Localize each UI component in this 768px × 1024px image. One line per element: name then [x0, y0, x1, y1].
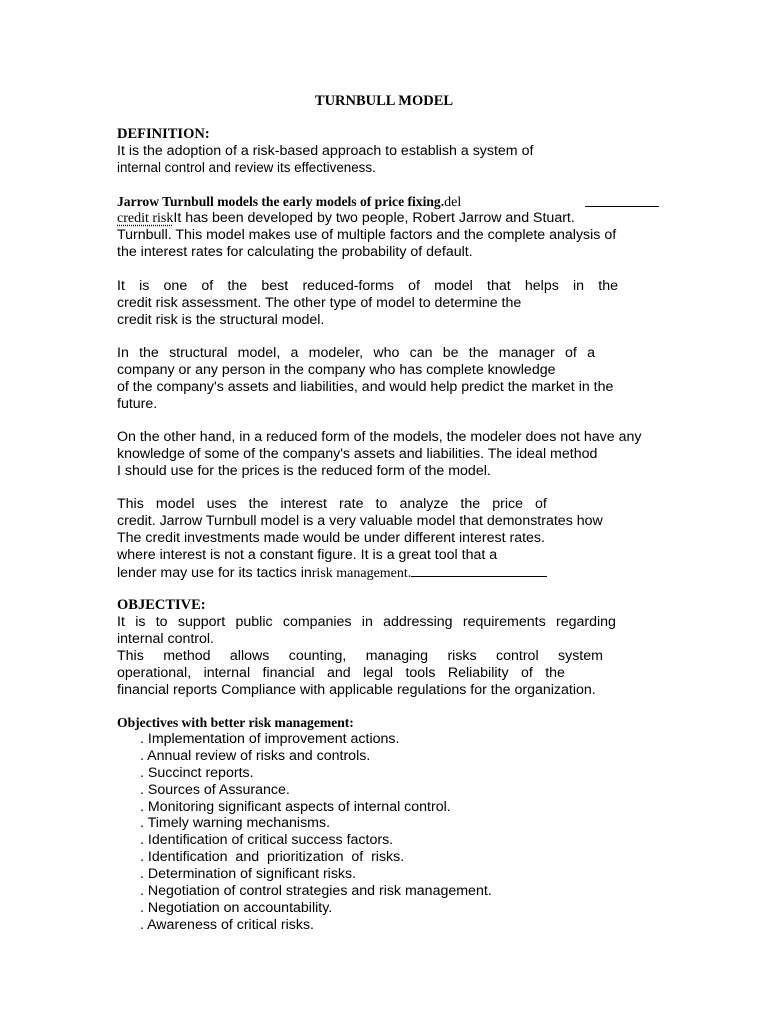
- word: model: [155, 496, 195, 512]
- word: a: [290, 345, 299, 361]
- word: companies: [282, 614, 352, 630]
- word: system: [558, 647, 603, 664]
- list-item: . Timely warning mechanisms.: [140, 815, 331, 832]
- word: a: [587, 345, 595, 361]
- jarrow-line-4: the interest rates for calculating the probability of default.: [117, 243, 473, 260]
- reduced-line-3: credit risk is the structural model.: [117, 311, 325, 328]
- word: is: [139, 278, 150, 294]
- word: uses: [206, 496, 237, 512]
- word: the: [248, 496, 269, 512]
- word: operational,: [117, 664, 192, 681]
- interest-line-5-start: lender may use for its tactics in: [117, 564, 312, 581]
- list-item: . Monitoring significant aspects of internal control.: [140, 798, 451, 815]
- word: model: [434, 278, 473, 294]
- definition-text: [117, 143, 697, 177]
- word: public: [235, 614, 273, 630]
- reduced-line-1: [117, 278, 618, 295]
- word: of: [520, 664, 533, 681]
- interest-line-3: The credit investments made would be under different interest rates.: [117, 529, 545, 546]
- other-line-3: I should use for the prices is the reduced form of the model.: [117, 462, 491, 479]
- reduced-line-2: credit risk assessment. The other type of model to determine the: [117, 294, 522, 311]
- definition-section: [117, 126, 697, 177]
- structural-line-3: of the company's assets and liabilities, and would help predict the market in the: [117, 378, 614, 395]
- list-item: . Negotiation of control strategies and risk management.: [140, 883, 492, 900]
- jarrow-heading-tail: del: [444, 195, 462, 210]
- list-item: . Sources of Assurance.: [140, 781, 290, 798]
- word: allows: [229, 647, 270, 664]
- word: be: [442, 345, 459, 361]
- word: the: [227, 278, 248, 294]
- word: It: [117, 614, 125, 630]
- word: internal: [203, 664, 251, 681]
- objective-line-5: financial reports Compliance with applicable regulations for the organization.: [117, 681, 596, 698]
- objective-text: [117, 614, 697, 698]
- word: analyze: [399, 496, 449, 512]
- word: support: [177, 614, 226, 630]
- word: modeler,: [308, 345, 364, 361]
- word: manager: [498, 345, 555, 361]
- word: financial: [262, 664, 315, 681]
- word: in: [361, 614, 373, 630]
- objective-line-4: [117, 665, 565, 682]
- interest-line-2: credit. Jarrow Turnbull model is a very valuable model that demonstrates how: [117, 512, 603, 529]
- word: In: [117, 345, 129, 361]
- word: legal: [363, 664, 394, 681]
- objectives-better-heading: Objectives with better risk management:: [117, 715, 354, 730]
- word: helps: [524, 278, 559, 294]
- structural-line-4: future.: [117, 395, 158, 412]
- list-item: . Identification and prioritization of risks.: [140, 849, 405, 866]
- word: model,: [237, 345, 281, 361]
- jarrow-section: [117, 193, 677, 261]
- list-item: . Implementation of improvement actions.: [140, 731, 400, 747]
- structural-paragraph: [117, 345, 697, 413]
- definition-heading: DEFINITION:: [117, 126, 210, 142]
- word: rate: [339, 496, 364, 512]
- word: of: [201, 278, 214, 294]
- reduced-forms-paragraph: [117, 278, 697, 329]
- word: one: [163, 278, 188, 294]
- word: requirements: [462, 614, 546, 630]
- word: method: [163, 647, 211, 664]
- objective-line-2: internal control.: [117, 630, 214, 647]
- word: It: [117, 278, 125, 294]
- word: that: [487, 278, 511, 294]
- word: tools: [405, 664, 436, 681]
- word: structural: [169, 345, 228, 361]
- word: control: [496, 647, 539, 664]
- structural-line-2: company or any person in the company who has complete knowledge: [117, 361, 556, 378]
- word: the: [460, 496, 481, 512]
- word: This: [117, 647, 144, 664]
- word: to: [375, 496, 388, 512]
- word: who: [373, 345, 400, 361]
- document-title: TURNBULL MODEL: [314, 93, 454, 109]
- jarrow-line-2: [117, 210, 677, 227]
- word: price: [492, 496, 523, 512]
- word: and: [326, 664, 351, 681]
- word: the: [545, 664, 565, 681]
- list-item: . Determination of significant risks.: [140, 866, 357, 883]
- credit-risk-term: credit risk: [117, 211, 174, 226]
- objective-line-3: [117, 648, 603, 665]
- objective-line-1: [117, 614, 616, 631]
- definition-line-2: internal control and review its effectiveness.: [117, 159, 376, 175]
- word: can: [409, 345, 433, 361]
- word: This: [117, 496, 144, 512]
- word: the: [598, 278, 618, 294]
- list-item: . Annual review of risks and controls.: [140, 747, 371, 764]
- word: of: [565, 345, 577, 361]
- other-line-2: knowledge of some of the company's assets and liabilities. The ideal method: [117, 445, 598, 462]
- word: the: [468, 345, 489, 361]
- other-hand-paragraph: [117, 429, 697, 480]
- word: managing: [365, 647, 429, 664]
- list-item: . Identification of critical success factors.: [140, 832, 394, 849]
- word: of: [408, 278, 420, 294]
- list-item: . Negotiation on accountability.: [140, 899, 333, 916]
- word: to: [155, 614, 168, 630]
- other-line-1: On the other hand, in a reduced form of the models, the modeler does not have any: [117, 429, 642, 445]
- word: in: [573, 278, 585, 294]
- blank-line-1: [585, 194, 659, 207]
- word: best: [261, 278, 289, 294]
- interest-line-1: [117, 496, 547, 513]
- list-item: . Succinct reports.: [140, 764, 254, 781]
- blank-line-2: [411, 564, 547, 577]
- risk-management-term: risk management.: [311, 565, 412, 581]
- word: regarding: [555, 614, 616, 630]
- word: addressing: [383, 614, 453, 630]
- objectives-list: [140, 731, 640, 934]
- jarrow-heading-line: [117, 193, 677, 210]
- word: risks: [447, 647, 477, 664]
- list-item: . Awareness of critical risks.: [140, 916, 314, 933]
- word: reduced-forms: [302, 278, 394, 294]
- word: interest: [280, 496, 327, 512]
- objective-section: [117, 597, 697, 698]
- interest-line-5: [117, 564, 697, 581]
- objectives-better-heading-block: [117, 714, 697, 731]
- structural-line-1: [117, 345, 595, 362]
- interest-line-4: where interest is not a constant figure. It is a great tool that a: [117, 546, 498, 563]
- jarrow-line-3: Turnbull. This model makes use of multiple factors and the complete analysis of: [117, 226, 617, 243]
- interest-paragraph: [117, 496, 697, 580]
- word: the: [139, 345, 159, 361]
- definition-line-1: It is the adoption of a risk-based approach to establish a system of: [117, 143, 534, 159]
- objective-heading: OBJECTIVE:: [117, 597, 206, 613]
- word: counting,: [288, 647, 347, 664]
- jarrow-heading: Jarrow Turnbull models the early models of price fixing.: [117, 194, 445, 209]
- word: is: [135, 614, 146, 630]
- word: Reliability: [447, 664, 509, 681]
- jarrow-line-2-rest: It has been developed by two people, Robert Jarrow and Stuart.: [173, 210, 575, 226]
- jarrow-text: [117, 210, 677, 261]
- word: of: [535, 496, 547, 512]
